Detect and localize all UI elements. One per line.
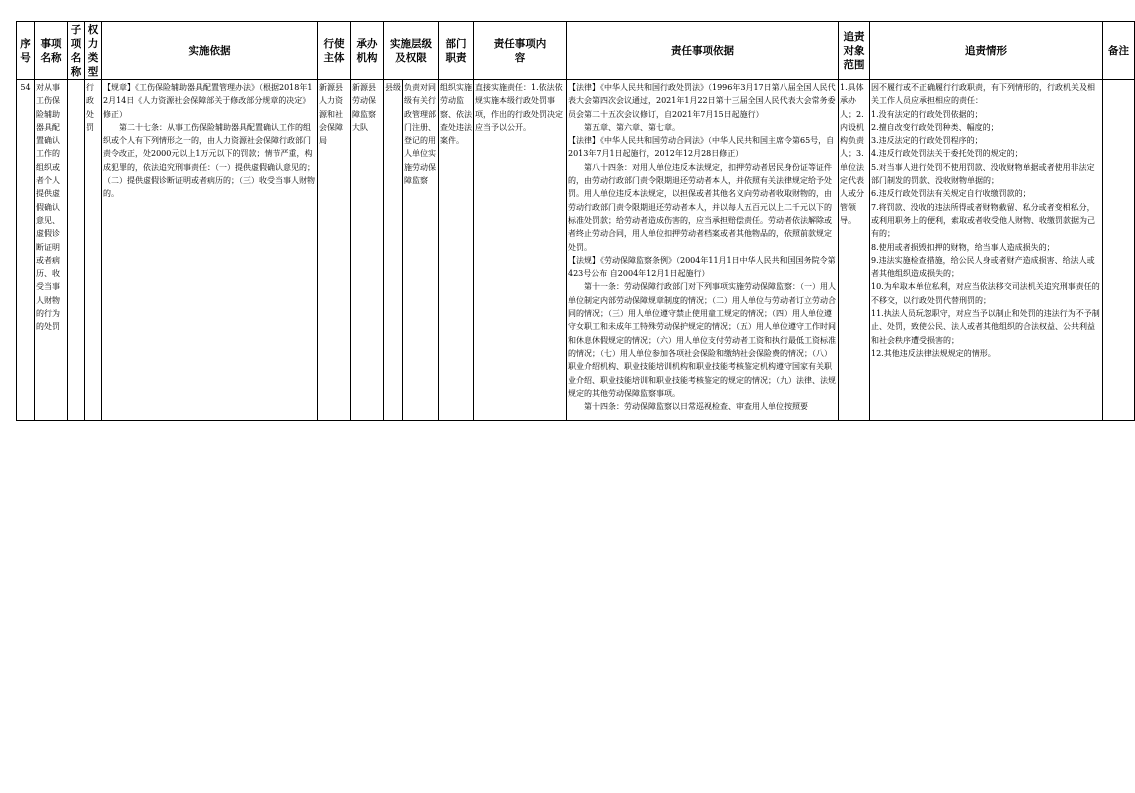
cell-duty-content: 直接实施责任：1.依法依规实施本级行政处罚事项，作出的行政处罚决定应当予以公开。 — [474, 80, 567, 421]
header-account-scope: 追责对象范围 — [839, 22, 870, 80]
case-item: 3.违反法定的行政处罚程序的； — [871, 136, 983, 146]
header-sub-item: 子项名称 — [68, 22, 85, 80]
duty-basis-regulation: 【法规】《劳动保障监察条例》（2004年11月1日中华人民共和国国务院令第423号公布 自2004年12月1日起施行） — [568, 255, 836, 279]
case-item: 12.其他违反法律法规规定的情形。 — [871, 348, 996, 358]
duty-basis-law-1: 【法律】《中华人民共和国行政处罚法》（1996年3月17日第八届全国人民代表大会第四次会议通过，2021年1月22日第十三届全国人民代表大会常务委员会第二十五次会议修订，自2021年7月15日起施行） — [568, 83, 836, 119]
cell-seq: 54 — [17, 80, 35, 421]
case-item: 4.违反行政处罚法关于委托处罚的规定的； — [871, 149, 1023, 159]
cell-account-cases — [870, 80, 1103, 421]
cell-account-scope: 1.具体承办人；2.内设机构负责人；3.单位法定代表人或分管领导。 — [839, 80, 870, 421]
header-level: 实施层级及权限 — [384, 22, 439, 80]
header-basis: 实施依据 — [102, 22, 318, 80]
cell-remark — [1103, 80, 1135, 421]
header-subject: 行使主体 — [318, 22, 351, 80]
header-dept-duty: 部门职责 — [439, 22, 474, 80]
header-power-type: 权力类型 — [85, 22, 102, 80]
cell-level-power: 负责对同级有关行政管理部门注册、登记的用人单位实施劳动保障监察 — [403, 80, 439, 421]
header-account-cases: 追责情形 — [870, 22, 1103, 80]
duty-basis-article-14: 第十四条：劳动保障监察以日常巡视检查、审查用人单位按照要 — [584, 402, 808, 412]
case-item: 5.对当事人进行处罚不使用罚款、没收财物单据或者使用非法定部门制发的罚款、没收财物单据的； — [871, 162, 1095, 186]
duty-basis-chapters: 第五章、第六章、第七章。 — [584, 122, 680, 132]
basis-article: 第二十七条：从事工伤保险辅助器具配置确认工作的组织或个人有下列情形之一的，由人力资源社会保障行政部门责令改正，处2000元以上1万元以下的罚款；情节严重，构成犯罪的，依法追究刑事责任：（一）提供虚假确认意见的；（二）提供虚假诊断证明或者病历的；（三）收受当事人财物的。 — [103, 122, 315, 199]
responsibility-table — [16, 21, 1135, 421]
cell-basis — [102, 80, 318, 421]
case-item: 7.将罚款、没收的违法所得或者财物截留、私分或者变相私分，或利用职务上的便利，索取或者收受他人财物、收缴罚款据为己有的； — [871, 202, 1095, 239]
header-remark: 备注 — [1103, 22, 1135, 80]
cell-item-name: 对从事工伤保险辅助器具配置确认工作的组织或者个人提供虚假确认意见、虚假诊断证明或者病历、收受当事人财物的行为的处罚 — [35, 80, 68, 421]
header-duty-basis: 责任事项依据 — [567, 22, 839, 80]
duty-basis-article-84: 第八十四条：对用人单位违反本法规定，扣押劳动者居民身份证等证件的，由劳动行政部门责令限期退还劳动者本人，并依照有关法律规定给予处罚。用人单位违反本法规定，以担保或者其他名义向劳动者收取财物的，由劳动行政部门责令限期退还劳动者本人，并以每人五百元以上二千元以下的标准处罚款；给劳动者造成伤害的，应当承担赔偿责任。劳动者依法解除或者终止劳动合同，用人单位扣押劳动者档案或者其他物品的，依照前款规定处罚。 — [568, 162, 832, 252]
case-item: 1.没有法定的行政处罚依据的； — [871, 109, 983, 119]
case-item: 8.使用或者损毁扣押的财物，给当事人造成损失的； — [871, 242, 1055, 252]
case-item: 11.执法人员玩忽职守，对应当予以制止和处罚的违法行为不予制止、处罚，致使公民、法人或者其他组织的合法权益、公共利益和社会秩序遭受损害的； — [871, 309, 1100, 345]
cell-subject: 新源县人力资源和社会保障局 — [318, 80, 351, 421]
case-item: 10.为牟取本单位私利，对应当依法移交司法机关追究刑事责任的不移交，以行政处罚代替刑罚的； — [871, 282, 1100, 305]
header-seq: 序号 — [17, 22, 35, 80]
duty-basis-article-11: 第十一条：劳动保障行政部门对下列事项实施劳动保障监察：（一）用人单位制定内部劳动保障规章制度的情况；（二）用人单位与劳动者订立劳动合同的情况；（三）用人单位遵守禁止使用童工规定的情况；（四）用人单位遵守女职工和未成年工特殊劳动保护规定的情况；（五）用人单位遵守工作时间和休息休假规定的情况；（六）用人单位支付劳动者工资和执行最低工资标准的情况；（七）用人单位参加各项社会保险和缴纳社会保险费的情况；（八）职业介绍机构、职业技能培训机构和职业技能考核鉴定机构遵守国家有关职业介绍、职业技能培训和职业技能考核鉴定的规定的情况；（九）法律、法规规定的其他劳动保障监察事项。 — [568, 282, 836, 398]
case-item: 9.违法实施检查措施，给公民人身或者财产造成损害、给法人或者其他组织造成损失的； — [871, 255, 1095, 279]
case-intro: 因不履行或不正确履行行政职责，有下列情形的，行政机关及相关工作人员应承担相应的责任： — [871, 83, 1095, 106]
header-duty-content: 责任事项内容 — [474, 22, 567, 80]
header-item-name: 事项名称 — [35, 22, 68, 80]
cell-power-type: 行政处罚 — [85, 80, 102, 421]
table-row — [17, 80, 1135, 421]
case-item: 2.擅自改变行政处罚种类、幅度的； — [871, 122, 999, 132]
cell-sub-item — [68, 80, 85, 421]
cell-organ: 新源县劳动保障监察大队 — [351, 80, 384, 421]
cell-level: 县级 — [384, 80, 403, 421]
case-item: 6.违反行政处罚法有关规定自行收缴罚款的； — [871, 189, 1031, 199]
header-row — [17, 22, 1135, 80]
cell-dept-duty: 组织实施劳动监察、依法查处违法案件。 — [439, 80, 474, 421]
header-organ: 承办机构 — [351, 22, 384, 80]
cell-duty-basis — [567, 80, 839, 421]
basis-title: 【规章】《工伤保险辅助器具配置管理办法》（根据2018年12月14日《人力资源社会保障部关于修改部分规章的决定》修正） — [103, 83, 313, 119]
duty-basis-law-2: 【法律】《中华人民共和国劳动合同法》（中华人民共和国主席令第65号，自2013年7月1日起施行，2012年12月28日修正） — [568, 136, 835, 159]
